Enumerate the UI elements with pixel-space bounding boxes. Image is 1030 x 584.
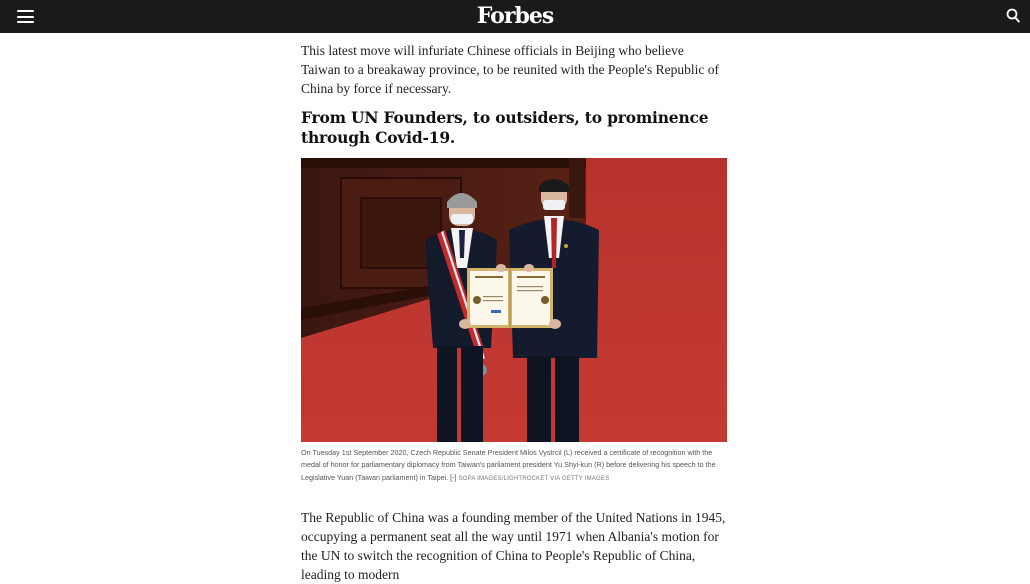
photo-caption — [301, 447, 727, 485]
intro-paragraph: This latest move will infuriate Chinese officials in Beijing who believe Taiwan to a breakaway province, to be reunited with the People's Republic of China by force if necessary. — [301, 43, 719, 96]
article-photo[interactable] — [301, 158, 727, 442]
top-navigation-bar — [0, 0, 1030, 33]
forbes-logo[interactable]: Forbes — [476, 3, 554, 29]
body-paragraph: The Republic of China was a founding member of the United Nations in 1945, occupying a permanent seat all the way until 1971 when Albania's motion for the UN to switch the recognition of China to People's Republic of China, leading to modern — [301, 510, 726, 582]
caption-collapse-toggle[interactable]: [-] — [450, 472, 457, 482]
ceremony-photo-illustration — [301, 158, 727, 442]
section-heading: From UN Founders, to outsiders, to prominence through Covid-19. — [301, 108, 709, 147]
certificate — [467, 268, 553, 328]
photo-credit: SOPA IMAGES/LIGHTROCKET VIA GETTY IMAGES — [458, 475, 610, 482]
search-icon[interactable] — [1006, 8, 1020, 24]
caption-text: On Tuesday 1st September 2020, Czech Republic Senate President Milos Vystrcil (L) received a certificate of recognition with the medal of honor for parliamentary diplomacy from Taiwan's parliament president Yu Shyi-kun (R) before delivering his speech to the Legislative Yuan (Taiwan parliament) in Taipei. — [301, 448, 716, 482]
